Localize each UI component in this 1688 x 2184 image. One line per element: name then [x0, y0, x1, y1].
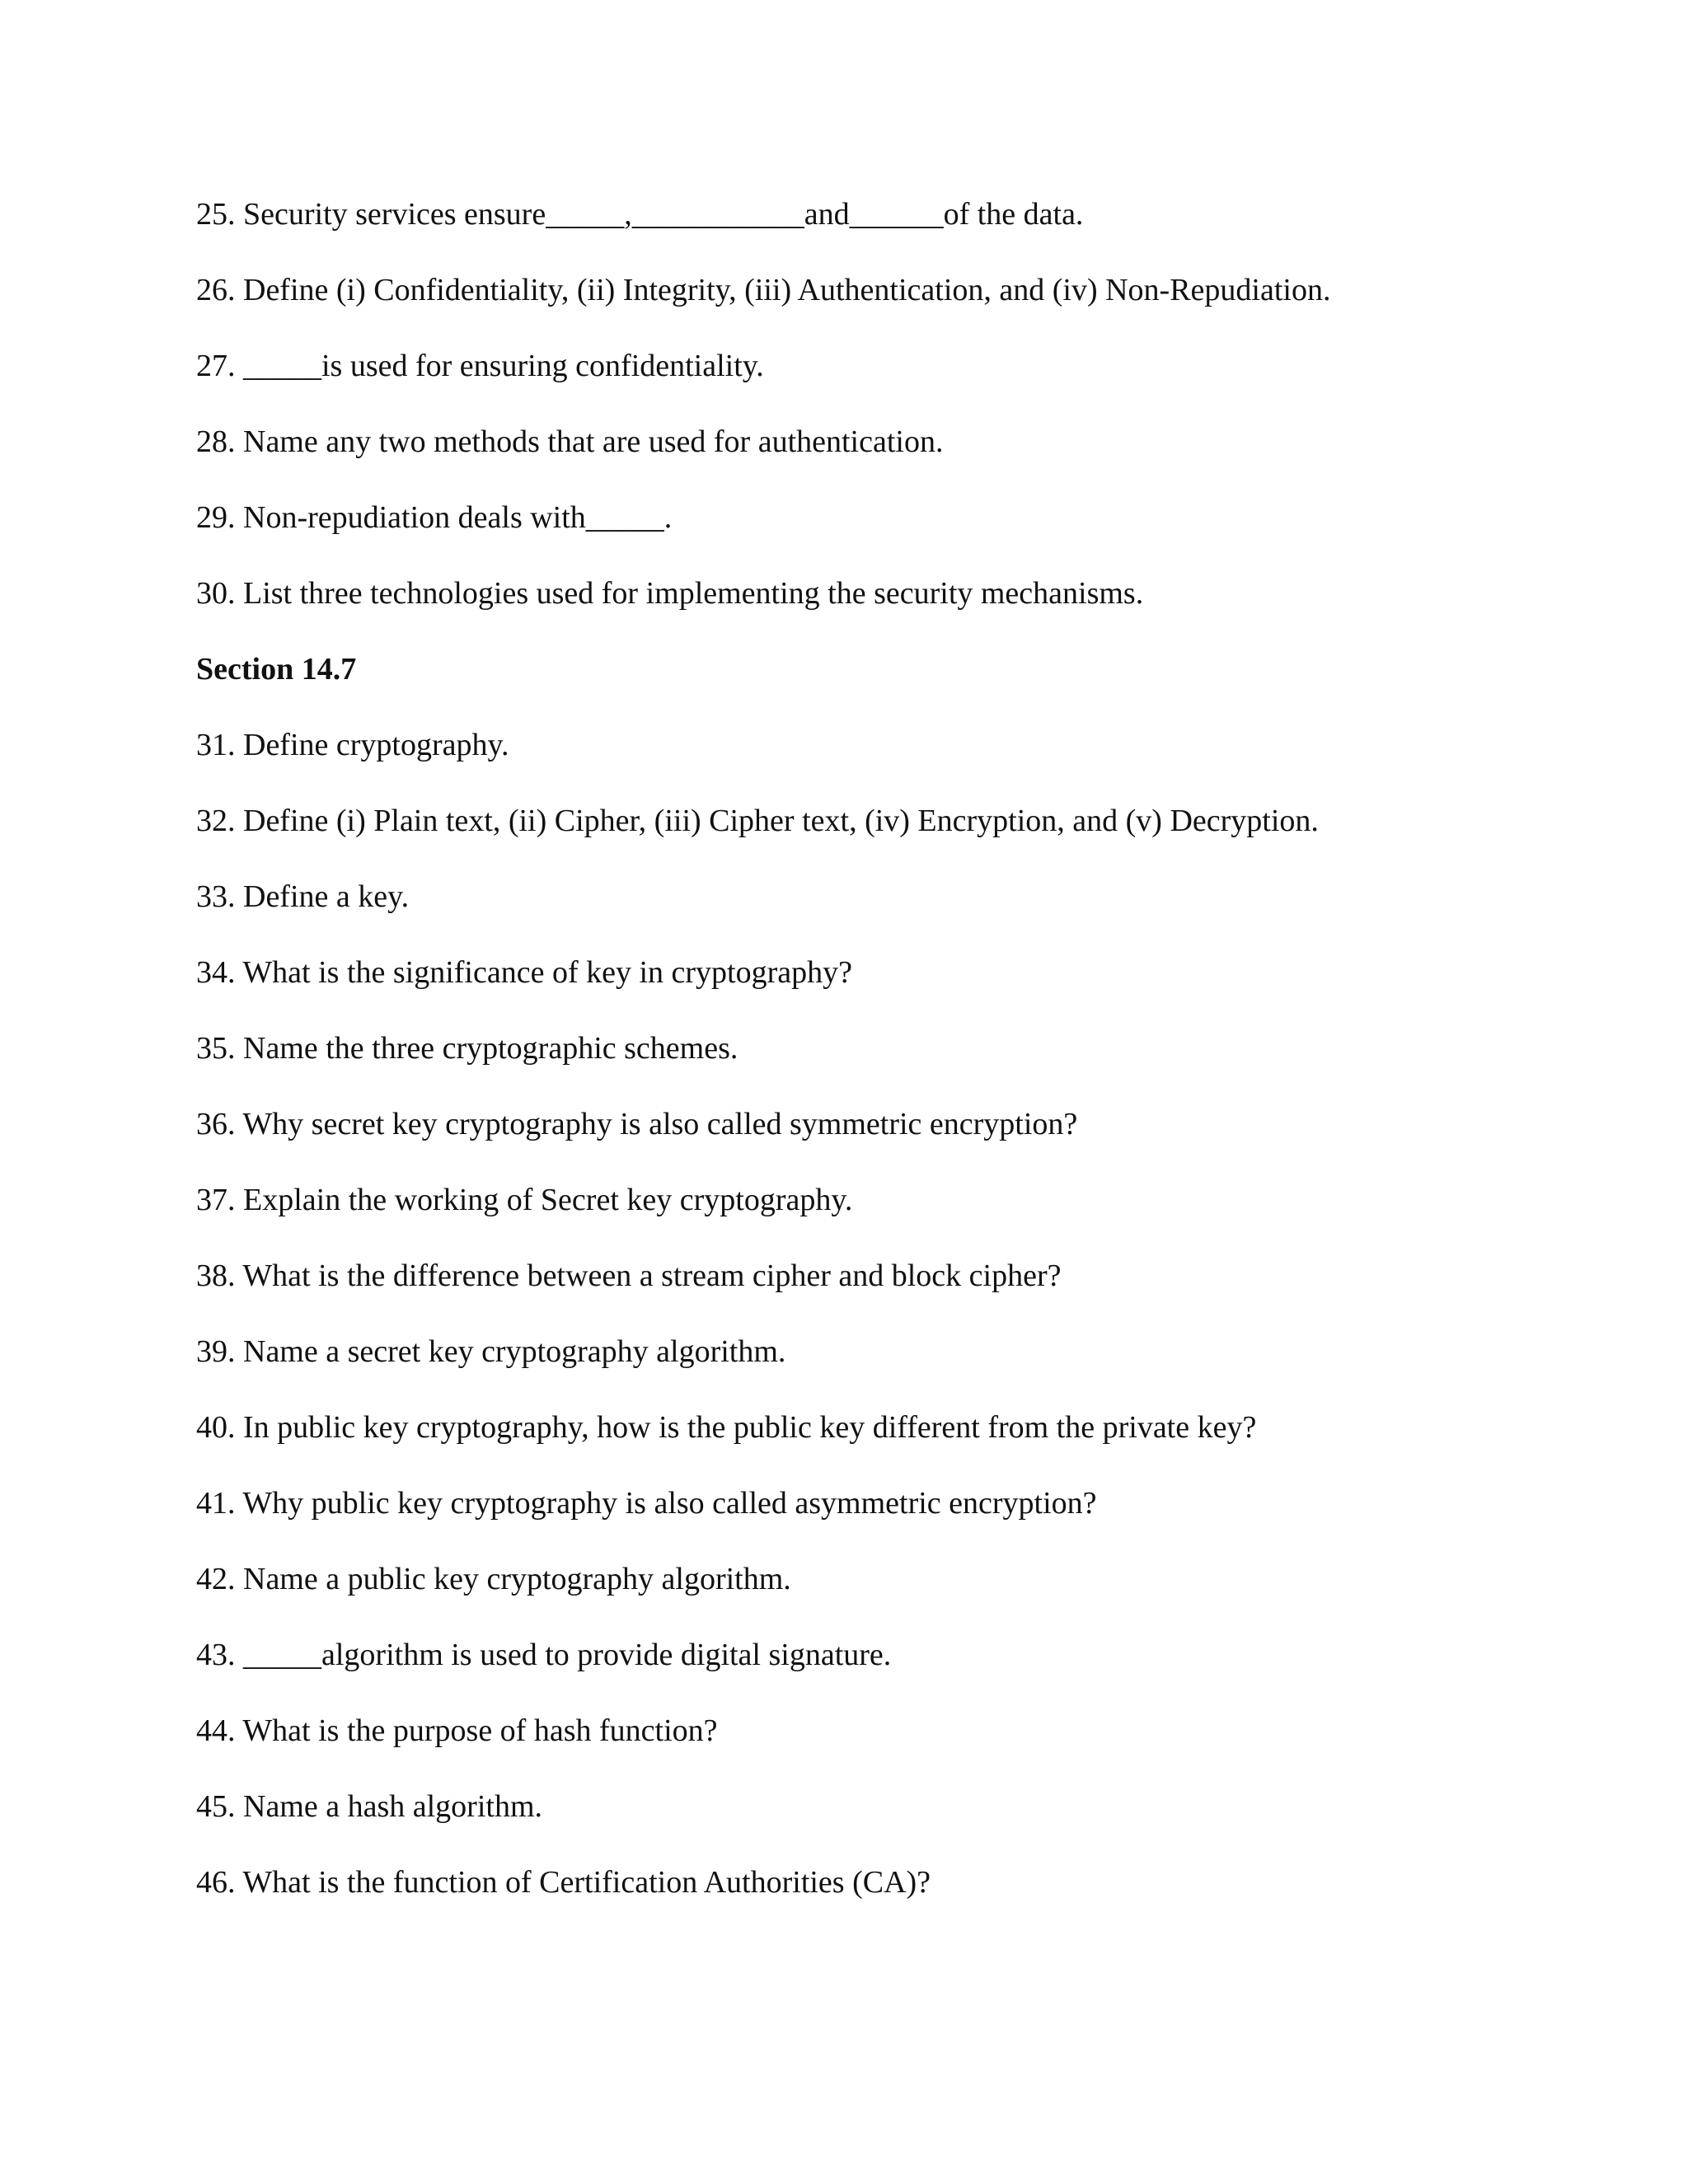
question-31: 31. Define cryptography.	[196, 728, 509, 762]
question-28: 28. Name any two methods that are used for authentication.	[196, 424, 944, 459]
question-39: 39. Name a secret key cryptography algorithm.	[196, 1334, 786, 1369]
question-38: 38. What is the difference between a stream cipher and block cipher?	[196, 1258, 1062, 1293]
question-32: 32. Define (i) Plain text, (ii) Cipher, (iii) Cipher text, (iv) Encryption, and (v) Decryption.	[196, 804, 1319, 838]
question-26: 26. Define (i) Confidentiality, (ii) Integrity, (iii) Authentication, and (iv) Non-Repudiation.	[196, 273, 1331, 307]
question-34: 34. What is the significance of key in cryptography?	[196, 955, 852, 990]
question-36: 36. Why secret key cryptography is also called symmetric encryption?	[196, 1107, 1078, 1141]
question-30: 30. List three technologies used for implementing the security mechanisms.	[196, 576, 1144, 611]
question-27: 27. _____is used for ensuring confidentiality.	[196, 349, 764, 383]
question-40: 40. In public key cryptography, how is the public key different from the private key?	[196, 1410, 1257, 1445]
question-35: 35. Name the three cryptographic schemes.	[196, 1031, 738, 1066]
question-42: 42. Name a public key cryptography algorithm.	[196, 1562, 791, 1596]
question-41: 41. Why public key cryptography is also called asymmetric encryption?	[196, 1486, 1097, 1521]
question-33: 33. Define a key.	[196, 879, 410, 914]
question-37: 37. Explain the working of Secret key cryptography.	[196, 1183, 853, 1217]
section-heading: Section 14.7	[196, 652, 357, 687]
question-29: 29. Non-repudiation deals with_____.	[196, 500, 673, 535]
question-25: 25. Security services ensure_____,___________and______of the data.	[196, 197, 1084, 232]
question-list	[196, 188, 1531, 1932]
question-44: 44. What is the purpose of hash function?	[196, 1713, 718, 1748]
question-46: 46. What is the function of Certification Authorities (CA)?	[196, 1865, 931, 1900]
question-43: 43. _____algorithm is used to provide digital signature.	[196, 1638, 892, 1672]
question-45: 45. Name a hash algorithm.	[196, 1789, 543, 1824]
